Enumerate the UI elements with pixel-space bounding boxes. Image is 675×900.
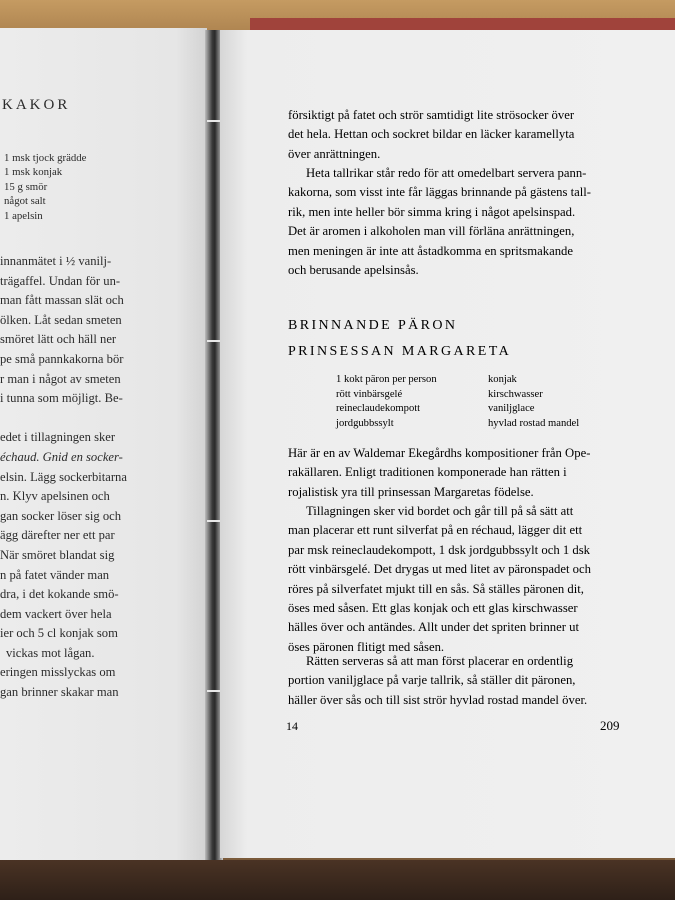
ingredient-item: kirschwasser bbox=[488, 388, 543, 400]
left-page bbox=[0, 28, 207, 860]
recipe-title-line-1: BRINNANDE PÄRON bbox=[288, 318, 458, 333]
text-line: rakällaren. Enligt traditionen komponerade han rätten i bbox=[288, 465, 567, 480]
ingredient-item: rött vinbärsgelé bbox=[336, 388, 403, 400]
text-line: par msk reineclaudekompott, 1 dsk jordgubbssylt och 1 dsk bbox=[288, 542, 590, 557]
text-line: och berusande apelsinsås. bbox=[288, 263, 419, 278]
text-line: Det är aromen i alkoholen man vill förläna anrättningen, bbox=[288, 224, 575, 239]
text-line: innanmätet i ½ vanilj- bbox=[0, 254, 112, 268]
text-line: men meningen är inte att åstadkomma en spritsmakande bbox=[288, 243, 574, 258]
text-line: portion vaniljglace på varje tallrik, så ställer dit päronen, bbox=[288, 673, 576, 688]
text-line: gan brinner skakar man bbox=[0, 685, 119, 700]
ingredient-item: konjak bbox=[488, 374, 517, 385]
spine-stitch bbox=[207, 520, 221, 522]
spine-stitch bbox=[207, 120, 221, 122]
text-line: i tunna som möjligt. Be- bbox=[0, 391, 123, 406]
text-line: öses med såsen. Ett glas konjak och ett glas kirschwasser bbox=[288, 601, 578, 616]
text-line: Rätten serveras så att man först placerar en ordentlig bbox=[306, 654, 574, 668]
ingredient-item: hyvlad rostad mandel bbox=[488, 417, 580, 429]
text-line: edet i tillagningen sker bbox=[0, 430, 116, 445]
text-line: ägg därefter ner ett par bbox=[0, 528, 115, 543]
text-line: Tillagningen sker vid bordet och går till på så sätt att bbox=[306, 504, 574, 518]
text-line: det hela. Hettan och sockret bildar en läcker karamellyta bbox=[288, 127, 575, 142]
text-line bbox=[0, 409, 205, 429]
text-line: elsin. Lägg sockerbitarna bbox=[0, 469, 127, 484]
text-line: man placerar ett runt silverfat på en réchaud, lägger dit ett bbox=[288, 523, 583, 538]
text-line: ier och 5 cl konjak som bbox=[0, 626, 118, 641]
page-number: 209 bbox=[600, 718, 620, 733]
left-ingredient-list bbox=[4, 151, 86, 223]
text-line: n på fatet vänder man bbox=[0, 567, 110, 582]
text-line: échaud. Gnid en socker- bbox=[0, 449, 123, 464]
ingredient-item: jordgubbssylt bbox=[336, 417, 394, 429]
text-line: r man i något av smeten bbox=[0, 371, 121, 386]
ingredient-item: vaniljglace bbox=[488, 403, 535, 415]
text-line: rojalistisk yra till prinsessan Margaretas födelse. bbox=[288, 484, 534, 499]
text-line: försiktigt på fatet och strör samtidigt lite strösocker över bbox=[288, 108, 575, 122]
text-line: eringen misslyckas om bbox=[0, 665, 116, 680]
text-line: vickas mot lågan. bbox=[6, 645, 95, 660]
ingredient-list-right bbox=[488, 373, 579, 431]
ingredient-item: reineclaudekompott bbox=[336, 403, 421, 415]
text-line: rött vinbärsgelé. Det drygas ut med litet av päronspadet och bbox=[288, 562, 592, 577]
recipe-paragraph-1 bbox=[288, 444, 624, 502]
text-line: När smöret blandat sig bbox=[0, 547, 115, 562]
text-line: dem vackert över hela bbox=[0, 606, 112, 621]
signature-number: 14 bbox=[286, 719, 298, 733]
text-line: kakorna, som visst inte får läggas brinnande på gästens tall- bbox=[288, 185, 592, 200]
ingredient-item: 1 msk konjak bbox=[4, 166, 63, 179]
ingredient-item: något salt bbox=[4, 195, 46, 208]
text-line: n. Klyv apelsinen och bbox=[0, 489, 110, 504]
recipe-title-line-2: PRINSESSAN MARGARETA bbox=[288, 344, 512, 359]
left-page-text bbox=[0, 252, 205, 703]
table-surface-bottom bbox=[0, 860, 675, 900]
spine-stitch bbox=[207, 340, 221, 342]
text-line: pe små pannkakorna bör bbox=[0, 351, 124, 366]
text-line: röres på silverfatet mjukt till en sås. Så ställes päronen dit, bbox=[288, 581, 584, 596]
left-page-title: KAKOR bbox=[2, 97, 71, 113]
text-line: rik, men inte heller bör simma kring i något apelsinspad. bbox=[288, 204, 576, 219]
text-line: Heta tallrikar står redo för att omedelbart servera pann- bbox=[306, 166, 587, 180]
ingredient-item: 15 g smör bbox=[4, 180, 48, 193]
ingredient-list-left bbox=[336, 373, 437, 431]
intro-continuation bbox=[288, 106, 624, 164]
recipe-paragraph-2 bbox=[288, 502, 624, 657]
text-line: trägaffel. Undan för un- bbox=[0, 273, 121, 288]
text-line: hälles över och antändes. Allt under det spriten brinner ut bbox=[288, 620, 580, 635]
intro-paragraph bbox=[288, 164, 624, 280]
text-line: man fått massan slät och bbox=[0, 293, 124, 308]
text-line: över anrättningen. bbox=[288, 146, 381, 161]
ingredient-item: 1 msk tjock grädde bbox=[4, 152, 87, 164]
ingredient-item: 1 kokt päron per person bbox=[336, 374, 437, 385]
text-line: Här är en av Waldemar Ekegårdhs kompositioner från Ope- bbox=[288, 446, 591, 460]
text-line: smöret lätt och häll ner bbox=[0, 332, 117, 347]
text-line: häller över sås och till sist strör hyvlad rostad mandel över. bbox=[288, 692, 588, 707]
recipe-paragraph-3 bbox=[288, 652, 624, 710]
spine-stitch bbox=[207, 690, 221, 692]
ingredient-item: 1 apelsin bbox=[4, 209, 43, 222]
text-line: öses päronen flitigt med såsen. bbox=[288, 639, 445, 654]
text-line: gan socker löser sig och bbox=[0, 508, 122, 523]
text-line: dra, i det kokande smö- bbox=[0, 587, 119, 602]
text-line: ölken. Låt sedan smeten bbox=[0, 312, 122, 327]
